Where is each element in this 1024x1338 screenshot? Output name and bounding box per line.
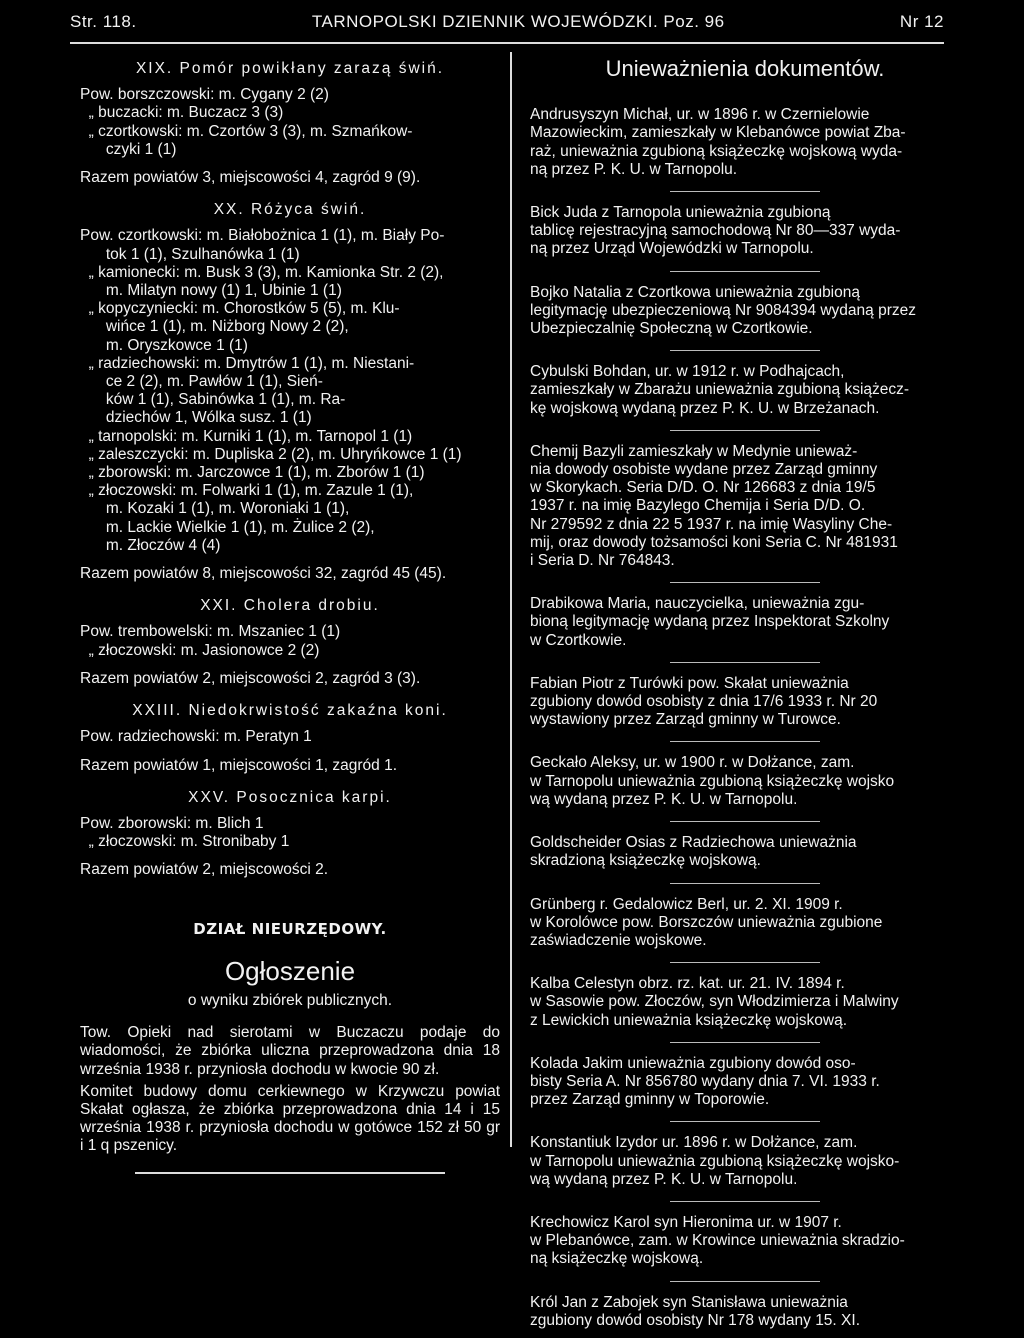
end-rule	[135, 1172, 445, 1174]
separator	[670, 962, 820, 963]
separator	[670, 350, 820, 351]
invalidations-title: Unieważnienia dokumentów.	[605, 56, 885, 81]
column-divider	[510, 52, 512, 1147]
separator	[670, 582, 820, 583]
section-xxiii-summary: Razem powiatów 1, miejscowości 1, zagród 1.	[80, 756, 398, 774]
notice-item: Andrusyszyn Michał, ur. w 1896 r. w Czernielowie Mazowieckim, zamieszkały w Klebanówce powiat Zba- raż, unieważnia zgubioną książeczkę wojskową wyda- ną przez P. K. U. w Tarnopolu.	[530, 106, 906, 178]
notice-item: Król Jan z Zabojek syn Stanisława unieważnia zgubiony dowód osobisty Nr 178 wydany 15. XI.	[530, 1293, 860, 1329]
notice-item: Chemij Bazyli zamieszkały w Medynie unieważ- nia dowody osobiste wydane przez Zarząd gminny w Skorykach. Seria D/D. O. Nr 126683 z dnia 19/5 1937 r. na imię Bazylego Chemija i Seria D/D. O. Nr 279592 z dnia 22 5 1937 r. na imię Wasyliny Che- mij, oraz dowody tożsamości koni Seria C. Nr 481931 i Seria D. Nr 764843.	[530, 442, 898, 570]
announcement-subtitle: o wyniku zbiórek publicznych.	[187, 991, 393, 1009]
notice-item: Goldscheider Osias z Radziechowa unieważnia skradzioną książeczkę wojskową.	[530, 834, 857, 870]
page-header	[70, 12, 944, 44]
notice-item: Bojko Natalia z Czortkowa unieważnia zgubioną legitymację ubezpieczeniową Nr 9084394 wydaną przez Ubezpieczalnię Społeczną w Czortkowie.	[530, 283, 917, 338]
section-xxiii-list: Pow. radziechowski: m. Peratyn 1	[80, 728, 312, 746]
notice-item: Fabian Piotr z Turówki pow. Skałat unieważnia zgubiony dowód osobisty z dnia 17/6 1933 r. Nr 20 wystawiony przez Zarząd gminny w Turowce.	[530, 674, 878, 729]
announcement-paragraph: Tow. Opieki nad sierotami w Buczaczu podaje do wiadomości, że zbiórka uliczna przeprowadzona dnia 18 września 1938 r. przyniosła dochodu w kwocie 90 zł.	[80, 1024, 500, 1078]
separator	[670, 1121, 820, 1122]
separator	[670, 1281, 820, 1282]
notice-item: Geckało Aleksy, ur. w 1900 r. w Dołżance, zam. w Tarnopolu unieważnia zgubioną książeczkę wojsko wą wydaną przez P. K. U. w Tarnopolu.	[530, 754, 895, 808]
announcement-title: Ogłoszenie	[224, 955, 356, 986]
issue-number: Nr 12	[899, 12, 944, 31]
separator	[670, 662, 820, 663]
separator	[670, 1042, 820, 1043]
separator	[670, 191, 820, 192]
notice-item: Drabikowa Maria, nauczycielka, unieważnia zgu- bioną legitymację wydaną przez Inspektorat Szkolny w Czortkowie.	[530, 595, 890, 649]
section-xix-title: XIX. Pomór powikłany zarazą świń.	[135, 60, 445, 77]
section-xxi-title: XXI. Cholera drobiu.	[200, 597, 380, 615]
notice-item: Konstantiuk Izydor ur. 1896 r. w Dołżance, zam. w Tarnopolu unieważnia zgubioną książeczkę wojsko- wą wydaną przez P. K. U. w Tarnopolu.	[530, 1134, 900, 1188]
section-xix-summary: Razem powiatów 3, miejscowości 4, zagród 9 (9).	[80, 169, 421, 187]
section-xxiii-title: XXIII. Niedokrwistość zakaźna koni.	[132, 702, 448, 720]
page-number: Str. 118.	[70, 12, 137, 31]
section-xx-summary: Razem powiatów 8, miejscowości 32, zagród 45 (45).	[80, 565, 447, 583]
separator	[670, 1201, 820, 1202]
notice-list	[530, 98, 960, 1338]
section-heading-unofficial: DZIAŁ NIEURZĘDOWY.	[193, 919, 387, 938]
notice-item: Krechowicz Karol syn Hieronima ur. w 1907 r. w Plebanówce, zam. w Krowince unieważnia skradzio- ną książeczkę wojskową.	[530, 1213, 905, 1268]
section-xxi-list: Pow. trembowelski: m. Mszaniec 1 (1) „ złoczowski: m. Jasionowce 2 (2)	[80, 623, 341, 659]
announcement-paragraph: Komitet budowy domu cerkiewnego w Krzywczu powiat Skałat ogłasza, że zbiórka przeprowadzona dnia 14 i 15 września 1938 r. przyniosła dochodu w gotówce 152 zł 50 gr i 1 q pszenicy.	[80, 1082, 500, 1155]
right-column	[530, 56, 960, 1338]
section-xx-title: XX. Różyca świń.	[213, 201, 367, 219]
notice-item: Cybulski Bohdan, ur. w 1912 r. w Podhajcach, zamieszkały w Zbarażu unieważnia zgubioną książecz- kę wojskową wydaną przez P. K. U. w Brzeżanach.	[530, 363, 910, 417]
section-xx-list: Pow. czortkowski: m. Białobożnica 1 (1), m. Biały Po- tok 1 (1), Szulhanówka 1 (1) „ kamionecki: m. Busk 3 (3), m. Kamionka Str. 2 (2), m. Milatyn nowy (1) 1, Ubinie 1 (1) „ kopyczyniecki: m. Chorostków 5 (5), m. Klu- wińce 1 (1), m. Niżborg Nowy 2 (2), m. Oryszkowce 1 (1) „ radziechowski: m. Dmytrów 1 (1), m. Niestani- ce 2 (2), m. Pawłów 1 (1), Sień- ków 1 (1), Sabinówka 1 (1), m. Ra- dziechów 1, Wólka susz. 1 (1) „ tarnopolski: m. Kurniki 1 (1), m. Tarnopol 1 (1) „ zaleszczycki: m. Dupliska 2 (2), m. Uhryńkowce 1 (1) „ zborowski: m. Jarczowce 1 (1), m. Zborów 1 (1) „ złoczowski: m. Folwarki 1 (1), m. Zazule 1 (1), m. Kozaki 1 (1), m. Woroniaki 1 (1), m. Lackie Wielkie 1 (1), m. Żulice 2 (2), m. Złoczów 4 (4)	[80, 227, 462, 554]
separator	[670, 883, 820, 884]
notice-item: Grünberg r. Gedalowicz Berl, ur. 2. XI. 1909 r. w Korolówce pow. Borszczów unieważnia zgubione zaświadczenie wojskowe.	[530, 895, 883, 949]
section-xxv-summary: Razem powiatów 2, miejscowości 2.	[80, 861, 329, 879]
notice-item: Bick Juda z Tarnopola unieważnia zgubioną tablicę rejestracyjną samochodową Nr 80—337 wyda- ną przez Urząd Wojewódzki w Tarnopolu.	[530, 204, 901, 258]
separator	[670, 271, 820, 272]
separator	[670, 821, 820, 822]
separator	[670, 430, 820, 431]
section-xxi-summary: Razem powiatów 2, miejscowości 2, zagród 3 (3).	[80, 669, 421, 687]
section-xxv-list: Pow. zborowski: m. Blich 1 „ złoczowski: m. Stronibaby 1	[80, 814, 290, 851]
left-column	[80, 60, 500, 1174]
journal-title: TARNOPOLSKI DZIENNIK WOJEWÓDZKI. Poz. 96	[311, 12, 725, 31]
section-xix-list: Pow. borszczowski: m. Cygany 2 (2) „ buczacki: m. Buczacz 3 (3) „ czortkowski: m. Czortów 3 (3), m. Szmańkow- czyki 1 (1)	[80, 86, 413, 158]
notice-item: Kolada Jakim unieważnia zgubiony dowód oso- bisty Seria A. Nr 856780 wydany dnia 7. VI. 1933 r. przez Zarząd gminny w Toporowie.	[530, 1054, 880, 1109]
section-xxv-title: XXV. Posocznica karpi.	[188, 788, 392, 806]
separator	[670, 741, 820, 742]
notice-item: Kalba Celestyn obrz. rz. kat. ur. 21. IV. 1894 r. w Sasowie pow. Złoczów, syn Włodzimierza i Malwiny z Lewickich unieważnia książeczkę wojskową.	[530, 975, 899, 1029]
